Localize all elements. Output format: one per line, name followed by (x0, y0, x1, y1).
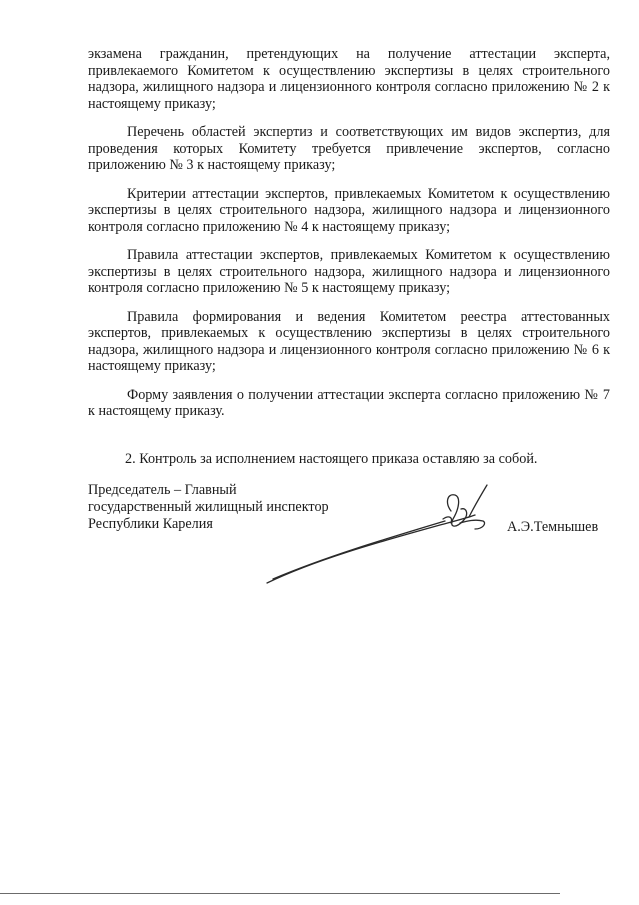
paragraph-appendix-4: Критерии аттестации экспертов, привлекаемых Комитетом к осуществлению экспертизы в целях строительного надзора, жилищного надзора и лицензионного контроля согласно приложению № 4 к настоящему приказу; (88, 185, 610, 235)
paragraph-appendix-2: экзамена гражданин, претендующих на получение аттестации эксперта, привлекаемого Комитетом к осуществлению экспертизы в целях строительного надзора, жилищного надзора и лицензионного контроля согласно приложению № 2 к настоящему приказу; (88, 46, 610, 112)
handwritten-signature (255, 475, 500, 590)
document-body (88, 46, 610, 432)
control-clause: 2. Контроль за исполнением настоящего приказа оставляю за собой. (125, 451, 538, 467)
footer-divider (0, 893, 560, 894)
paragraph-appendix-5: Правила аттестации экспертов, привлекаемых Комитетом к осуществлению экспертизы в целях строительного надзора, жилищного надзора и лицензионного контроля согласно приложению № 5 к настоящему приказу; (88, 247, 610, 296)
signatory-name: А.Э.Темнышев (507, 519, 599, 535)
signatory-title-line-1: Председатель – Главный (88, 482, 237, 498)
signatory-title-line-3: Республики Карелия (88, 516, 213, 532)
paragraph-appendix-3: Перечень областей экспертиз и соответствующих им видов экспертиз, для проведения которых Комитету требуется привлечение экспертов, согласно приложению № 3 к настоящему приказу; (88, 124, 610, 173)
paragraph-appendix-6: Правила формирования и ведения Комитетом реестра аттестованных экспертов, привлекаемых к осуществлению экспертизы в целях строительного надзора, жилищного надзора и лицензионного контроля согласно приложению № 6 к настоящему приказу; (88, 308, 610, 374)
paragraph-appendix-7: Форму заявления о получении аттестации эксперта согласно приложению № 7 к настоящему приказу. (88, 386, 610, 419)
signatory-title-line-2: государственный жилищный инспектор (88, 499, 329, 515)
